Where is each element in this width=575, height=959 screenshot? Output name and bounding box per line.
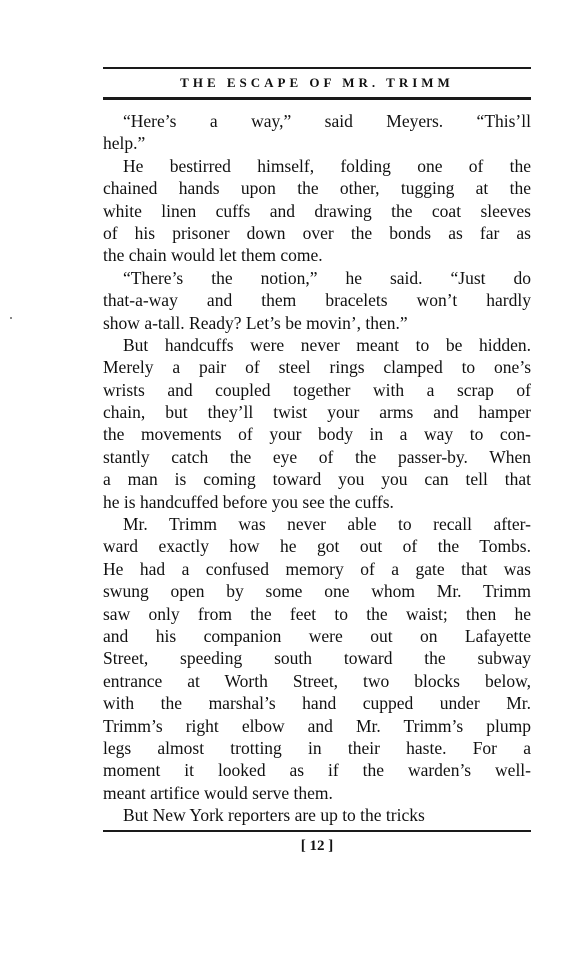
- text-line: Street, speeding south toward the subway: [103, 648, 531, 669]
- text-line: and his companion were out on Lafayette: [103, 625, 531, 646]
- text-line: Mr. Trimm was never able to recall after-: [123, 514, 531, 535]
- text-line: the chain would let them come.: [103, 245, 323, 266]
- text-line: legs almost trotting in their haste. For a: [103, 737, 531, 758]
- paragraph: [103, 155, 531, 267]
- text-line: ward exactly how he got out of the Tombs.: [103, 536, 531, 557]
- text-line: He bestirred himself, folding one of the: [123, 155, 531, 176]
- text-line: Merely a pair of steel rings clamped to one’s: [103, 357, 531, 378]
- text-line: He had a confused memory of a gate that was: [103, 558, 531, 579]
- text-line: But New York reporters are up to the tricks: [123, 805, 425, 826]
- header-rule: [103, 97, 531, 100]
- text-line: show a-tall. Ready? Let’s be movin’, then.”: [103, 312, 408, 333]
- text-line: swung open by some one whom Mr. Trimm: [103, 581, 531, 602]
- paragraph: [103, 267, 531, 334]
- text-line: that-a-way and them bracelets won’t hardly: [103, 290, 531, 311]
- text-line: he is handcuffed before you see the cuffs.: [103, 491, 394, 512]
- bottom-rule: [103, 830, 531, 832]
- text-line: a man is coming toward you you can tell that: [103, 469, 531, 490]
- text-line: chain, but they’ll twist your arms and hamper: [103, 402, 531, 423]
- page-number: [ 12 ]: [300, 838, 334, 854]
- text-line: chained hands upon the other, tugging at the: [103, 178, 531, 199]
- text-line: moment it looked as if the warden’s well-: [103, 760, 531, 781]
- paragraph: [103, 110, 531, 155]
- text-line: stantly catch the eye of the passer-by. When: [103, 446, 531, 467]
- top-rule: [103, 67, 531, 69]
- text-line: But handcuffs were never meant to be hidden.: [123, 334, 531, 355]
- text-line: with the marshal’s hand cupped under Mr.: [103, 693, 531, 714]
- paragraph: [103, 334, 531, 513]
- text-line: of his prisoner down over the bonds as far as: [103, 222, 531, 243]
- running-head: THE ESCAPE OF MR. TRIMM: [180, 75, 454, 90]
- paragraph: [103, 513, 531, 804]
- text-line: Trimm’s right elbow and Mr. Trimm’s plump: [103, 715, 531, 736]
- text-line: white linen cuffs and drawing the coat sleeves: [103, 200, 531, 221]
- margin-speck: [10, 317, 12, 319]
- text-line: wrists and coupled together with a scrap of: [103, 379, 531, 400]
- text-line: “Here’s a way,” said Meyers. “This’ll: [123, 111, 531, 131]
- text-line: the movements of your body in a way to con-: [103, 424, 531, 445]
- text-line: saw only from the feet to the waist; then he: [103, 603, 531, 624]
- text-line: meant artifice would serve them.: [103, 782, 333, 803]
- body-text: [103, 110, 531, 827]
- text-line: entrance at Worth Street, two blocks below,: [103, 670, 531, 691]
- text-line: help.”: [103, 133, 146, 154]
- paragraph: [103, 804, 531, 826]
- text-line: “There’s the notion,” he said. “Just do: [123, 267, 531, 288]
